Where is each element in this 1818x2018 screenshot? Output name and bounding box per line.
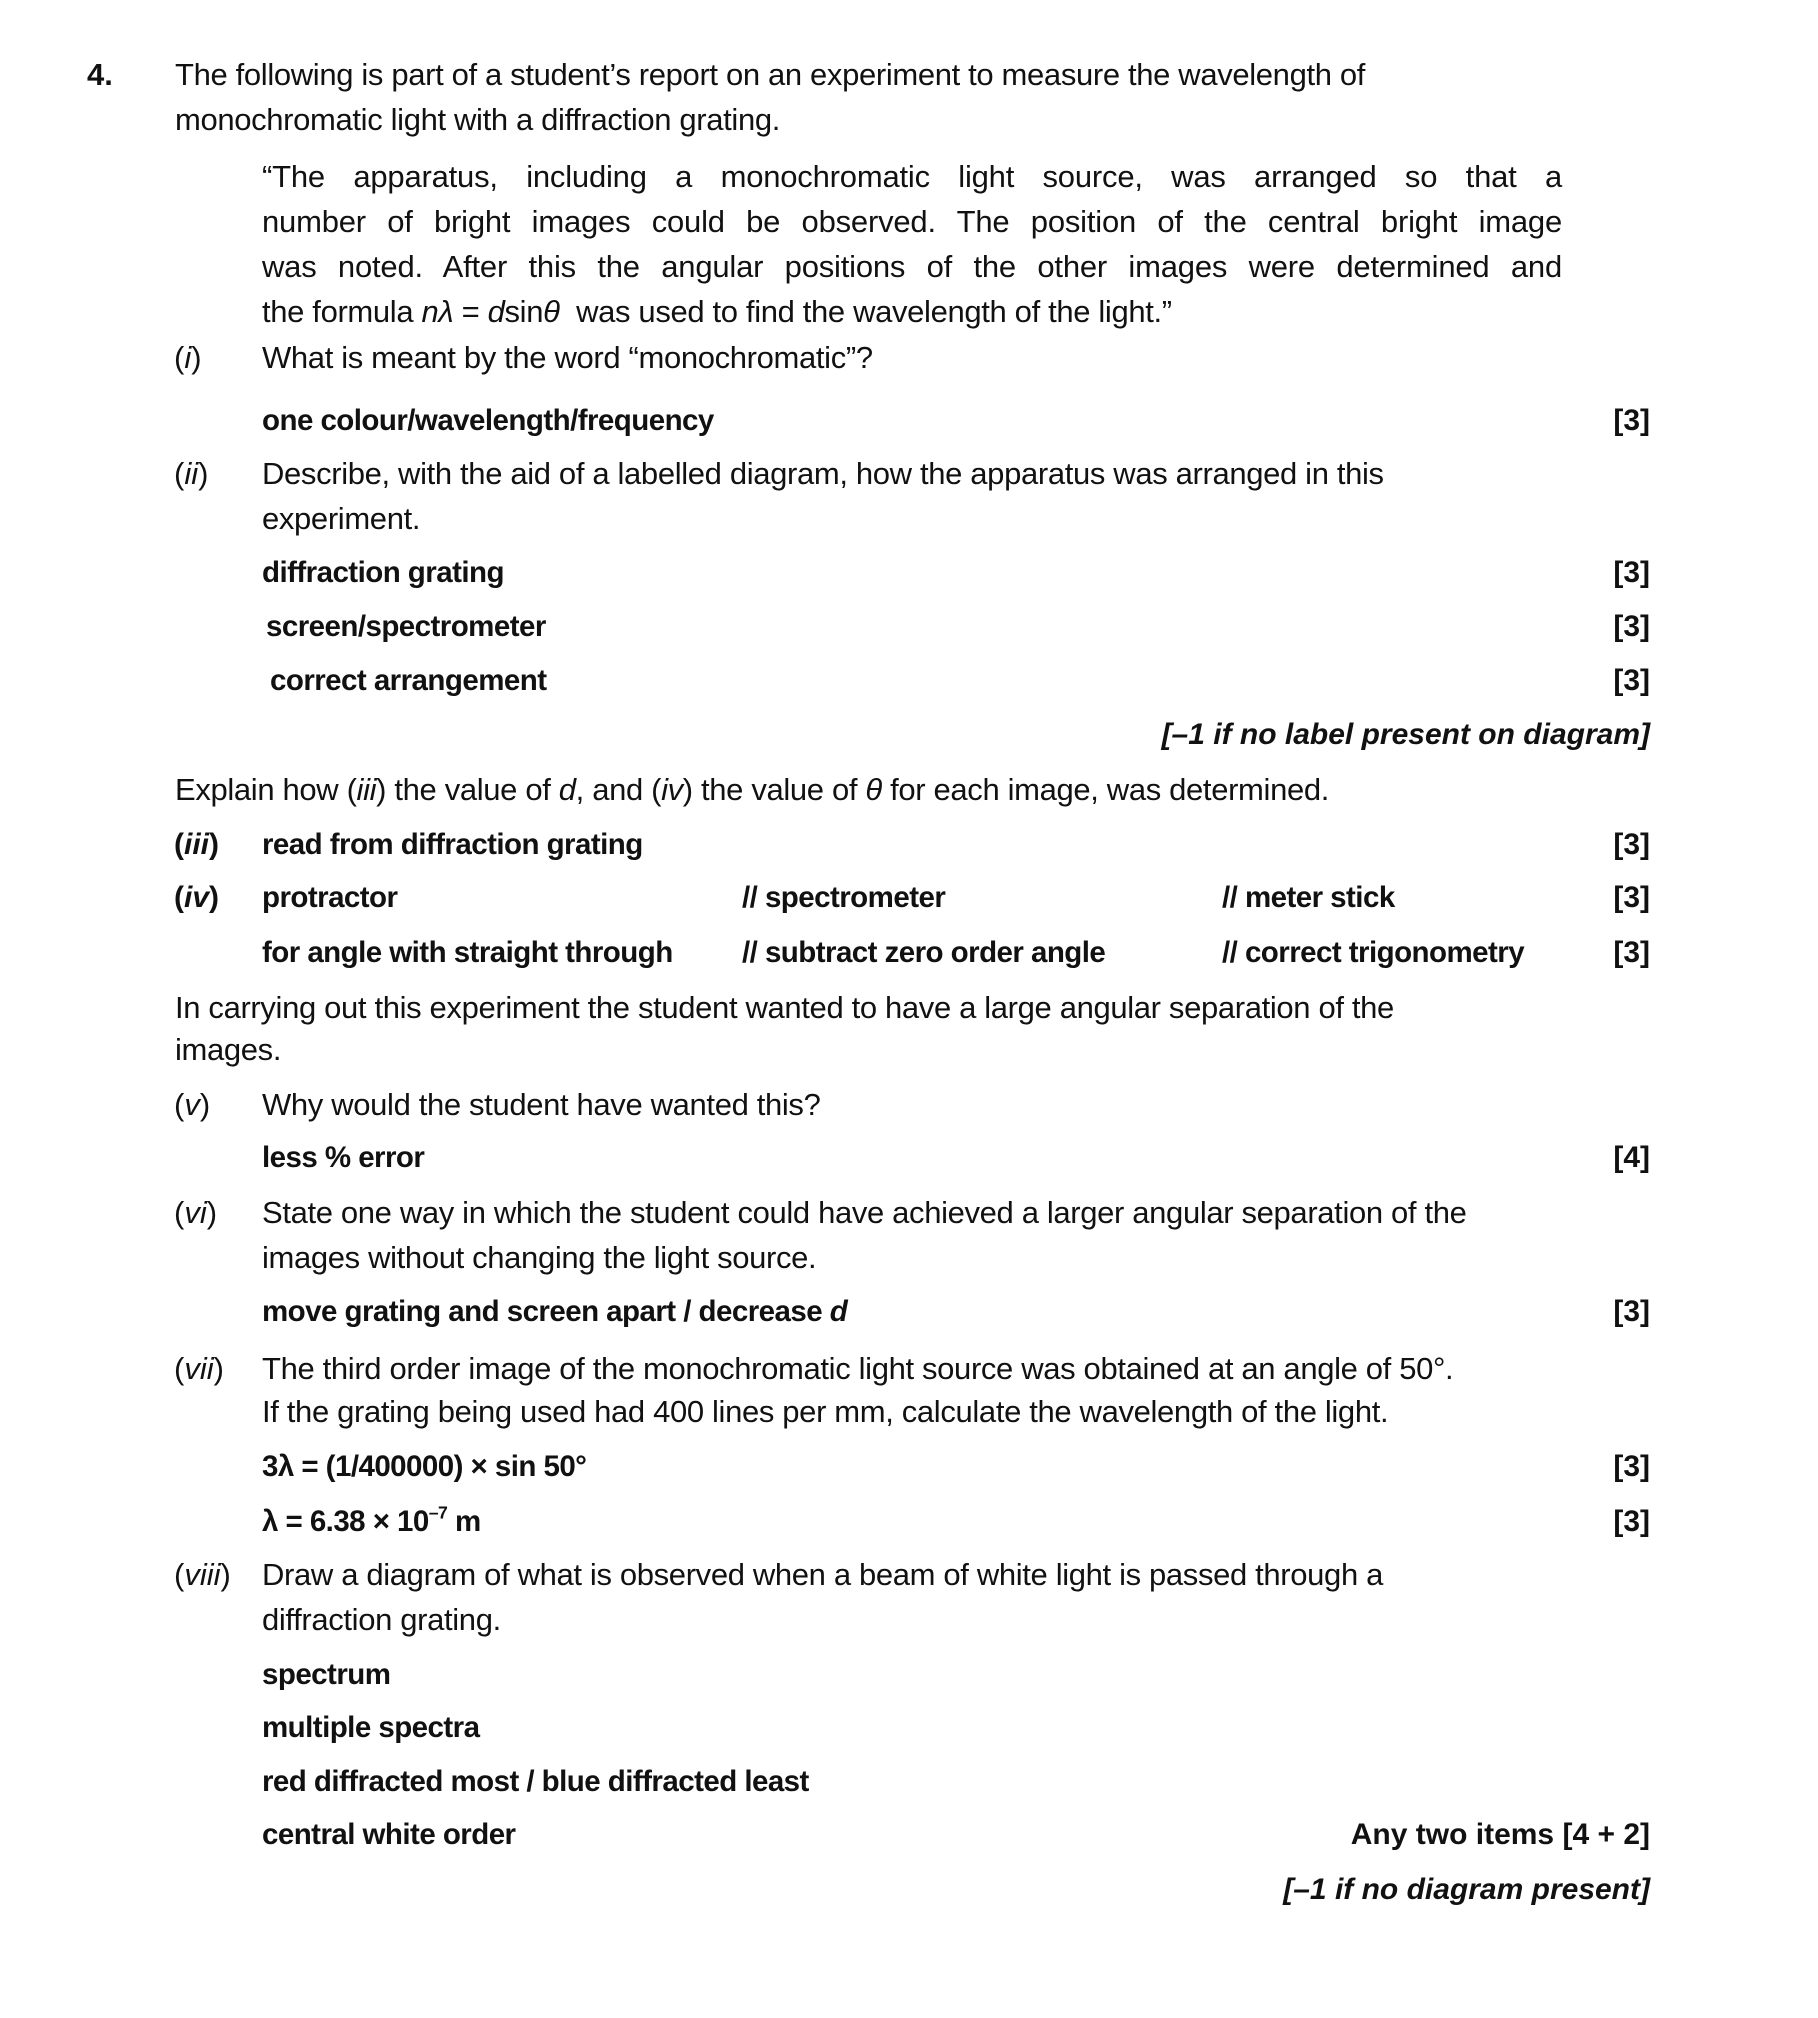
part-iv-option-subtract-zero-order: // subtract zero order angle	[742, 936, 1106, 969]
part-vi-label: (vi)	[174, 1195, 218, 1230]
part-iv-option-meter-stick: // meter stick	[1222, 881, 1395, 914]
part-viii-question-line-1: Draw a diagram of what is observed when a beam of white light is passed through a	[262, 1557, 1383, 1592]
part-v-intro-line-2: images.	[175, 1032, 282, 1067]
part-ii-answer-2: screen/spectrometer	[266, 610, 546, 643]
part-iv-option-protractor: protractor	[262, 881, 398, 914]
part-iii-iv-intro: Explain how (iii) the value of d, and (iv) the value of θ for each image, was determined.	[175, 772, 1329, 807]
part-vi-answer: move grating and screen apart / decrease d	[262, 1295, 848, 1328]
part-iv-option-straight-through: for angle with straight through	[262, 936, 673, 969]
part-vii-step-2-mark: [3]	[1613, 1505, 1650, 1538]
quote-formula-post: was used to find the wavelength of the light.”	[559, 294, 1172, 329]
exponent: –7	[428, 1502, 448, 1523]
part-v-mark: [4]	[1613, 1141, 1650, 1174]
part-ii-penalty-note: [–1 if no label present on diagram]	[1161, 718, 1650, 751]
formula-d: d	[487, 294, 505, 329]
part-iv-row1-mark: [3]	[1613, 881, 1650, 914]
part-ii-answer-1-mark: [3]	[1613, 556, 1650, 589]
part-vi-question-line-1: State one way in which the student could have achieved a larger angular separation of the	[262, 1195, 1467, 1230]
question-number: 4.	[87, 57, 113, 92]
part-viii-answer-central-white: central white order	[262, 1818, 516, 1851]
part-i-answer: one colour/wavelength/frequency	[262, 404, 714, 437]
part-vii-step-1: 3λ = (1/400000) × sin 50°	[262, 1450, 587, 1483]
part-iv-option-spectrometer: // spectrometer	[742, 881, 946, 914]
part-viii-mark: Any two items [4 + 2]	[1350, 1818, 1650, 1851]
formula-sin: sin	[504, 294, 544, 329]
part-vi-mark: [3]	[1613, 1295, 1650, 1328]
part-vii-question-line-1: The third order image of the monochromatic light source was obtained at an angle of 50°.	[262, 1351, 1454, 1386]
part-viii-answer-spectrum: spectrum	[262, 1658, 391, 1691]
part-viii-penalty-note: [–1 if no diagram present]	[1283, 1873, 1650, 1906]
part-iii-mark: [3]	[1613, 828, 1650, 861]
part-ii-question-line-1: Describe, with the aid of a labelled diagram, how the apparatus was arranged in this	[262, 456, 1384, 491]
part-iv-label: (iv)	[174, 881, 220, 914]
intro-line-1: The following is part of a student’s report on an experiment to measure the wavelength of	[175, 57, 1366, 92]
part-ii-answer-2-mark: [3]	[1613, 610, 1650, 643]
part-i-mark: [3]	[1613, 404, 1650, 437]
part-viii-question-line-2: diffraction grating.	[262, 1602, 501, 1637]
intro-line-2: monochromatic light with a diffraction grating.	[175, 102, 781, 137]
part-viii-answer-red-blue: red diffracted most / blue diffracted least	[262, 1765, 809, 1798]
part-v-question: Why would the student have wanted this?	[262, 1087, 821, 1122]
part-ii-label: (ii)	[174, 456, 209, 491]
part-vii-step-1-mark: [3]	[1613, 1450, 1650, 1483]
part-v-answer: less % error	[262, 1141, 425, 1174]
part-ii-answer-3-mark: [3]	[1613, 664, 1650, 697]
part-ii-answer-3: correct arrangement	[270, 664, 547, 697]
part-vii-label: (vii)	[174, 1351, 224, 1386]
part-iv-row2-mark: [3]	[1613, 936, 1650, 969]
part-i-question: What is meant by the word “monochromatic”?	[262, 340, 873, 375]
part-v-intro-line-1: In carrying out this experiment the student wanted to have a large angular separation of the	[175, 990, 1394, 1025]
part-vii-step-2: $\lambda = 6.38 \times 10^{-7}$ m	[262, 1502, 481, 1538]
part-i-label: (i)	[174, 340, 202, 375]
part-iii-answer: read from diffraction grating	[262, 828, 643, 861]
quote-formula-pre: the formula	[262, 294, 422, 329]
formula-theta: θ	[543, 294, 560, 329]
quote-line-4	[262, 294, 1172, 330]
part-viii-label: (viii)	[174, 1557, 231, 1592]
part-viii-answer-multiple-spectra: multiple spectra	[262, 1711, 480, 1744]
quote-line-2: number of bright images could be observed. The position of the central bright image	[262, 204, 1562, 239]
part-iii-label: (iii)	[174, 828, 220, 861]
quote-line-1: “The apparatus, including a monochromatic light source, was arranged so that a	[262, 159, 1562, 194]
part-v-label: (v)	[174, 1087, 211, 1122]
formula-n: n	[421, 294, 439, 329]
quote-line-3: was noted. After this the angular positions of the other images were determined and	[262, 249, 1562, 284]
formula-lambda: λ	[438, 294, 454, 329]
part-vi-question-line-2: images without changing the light source.	[262, 1240, 817, 1275]
part-ii-answer-1: diffraction grating	[262, 556, 504, 589]
part-ii-question-line-2: experiment.	[262, 501, 421, 536]
part-vii-question-line-2: If the grating being used had 400 lines per mm, calculate the wavelength of the light.	[262, 1394, 1389, 1429]
part-iv-option-trigonometry: // correct trigonometry	[1222, 936, 1525, 969]
formula-equals: =	[453, 294, 488, 329]
